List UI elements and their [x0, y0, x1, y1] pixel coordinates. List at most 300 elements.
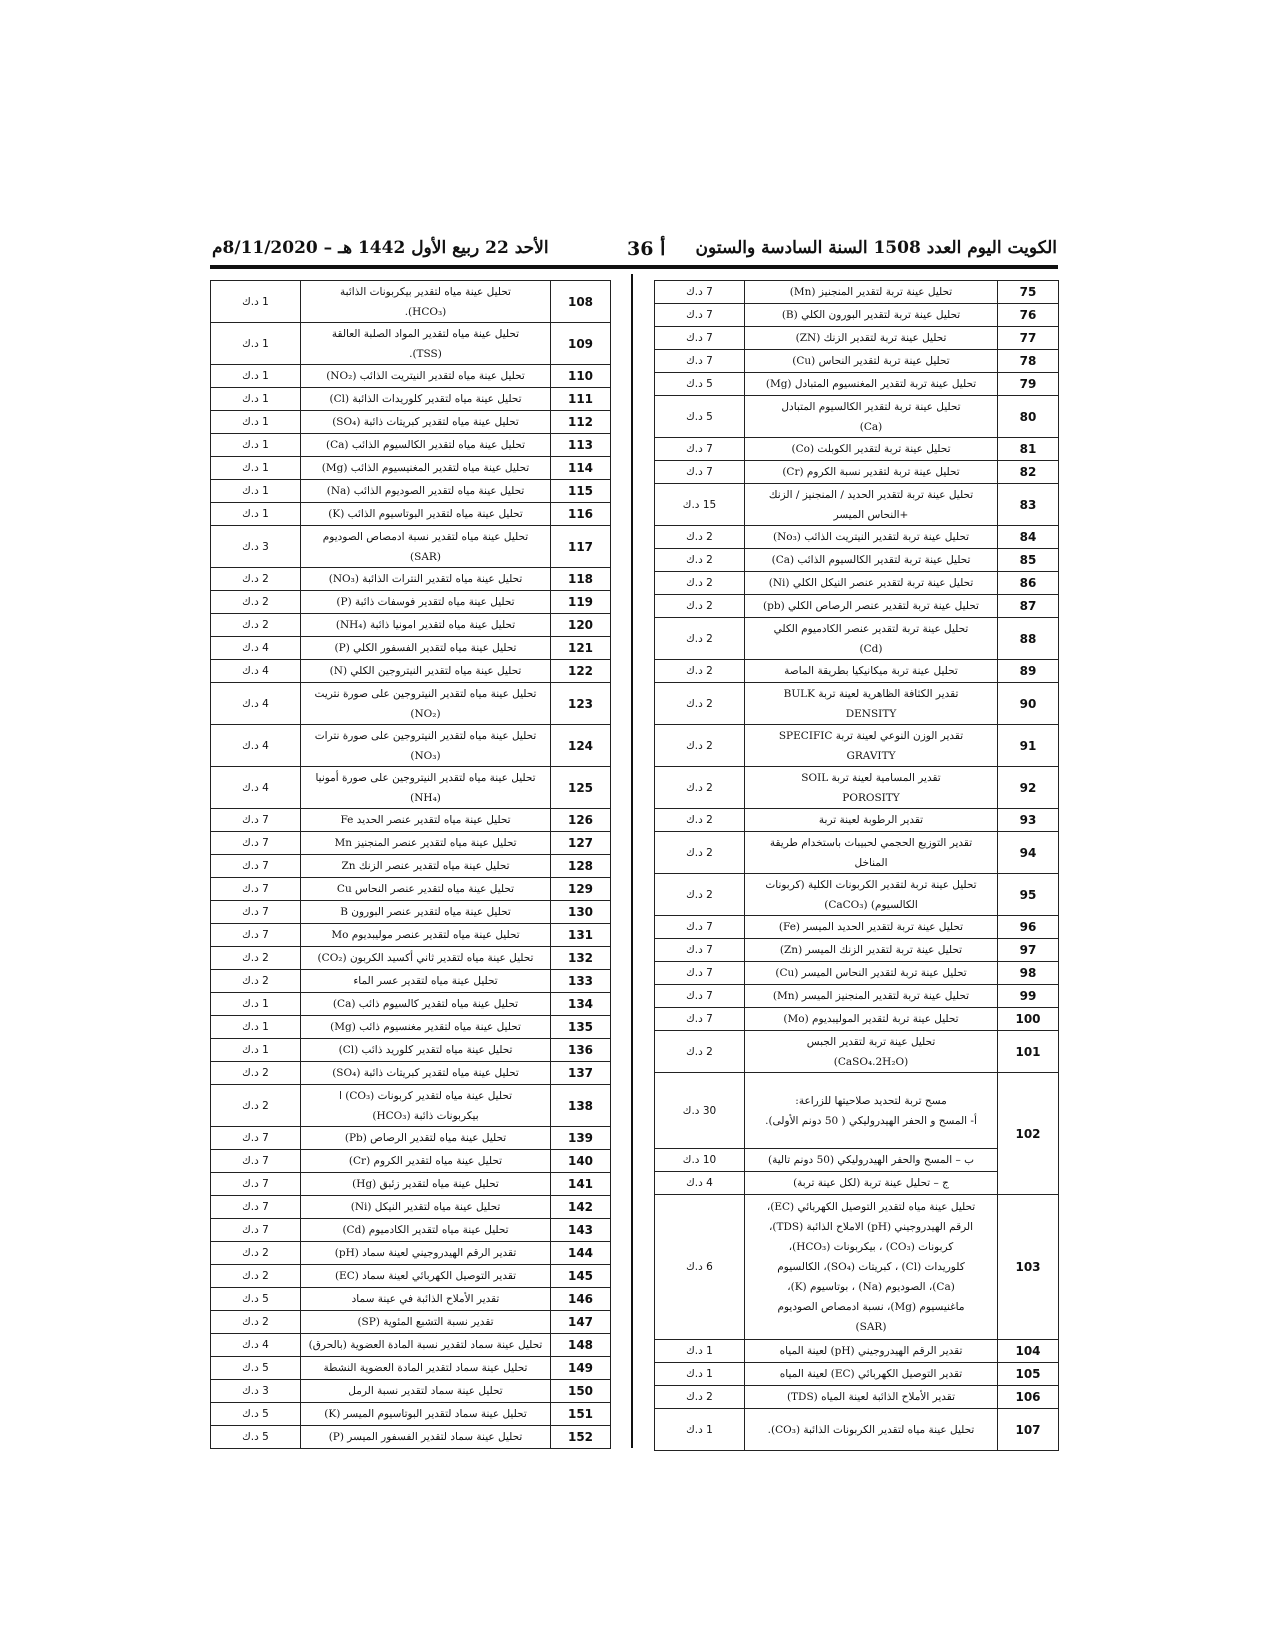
fee-value: 4 د.ك: [242, 697, 269, 710]
description-line: تحليل عينة مياه لتقدير عنصر الحديد Fe: [340, 814, 511, 826]
description-line: تقدير نسبة التشبع المئوية (SP): [357, 1316, 494, 1328]
fee-value: 7 د.ك: [242, 860, 269, 872]
description-cell: [745, 660, 998, 683]
fee-cell: [655, 618, 745, 660]
fee-value: 30 د.ك: [682, 1104, 717, 1117]
description-cell: [301, 901, 551, 924]
item-number-cell: 138: [551, 1085, 611, 1127]
fee-value: 7 د.ك: [242, 1224, 269, 1236]
description-cell: [301, 1173, 551, 1196]
table-row: [211, 614, 611, 637]
fee-value: 1 د.ك: [242, 1021, 269, 1033]
description-line: (CaSO₄.2H₂O): [833, 1055, 909, 1068]
fee-cell: [655, 1172, 745, 1195]
description-line: تحليل عينة مياه لتقدير فوسفات ذائبة (P): [336, 596, 515, 608]
description-line: تحليل عينة مياه لتقدير عنصر موليبديوم Mo: [331, 929, 520, 941]
table-row: [655, 438, 1059, 461]
table-row: [211, 480, 611, 503]
description-line: تحليل عينة مياه لتقدير النيتروجين الكلي (N): [329, 665, 522, 677]
item-number-cell: 133: [551, 970, 611, 993]
fee-value: 2 د.ك: [242, 1099, 269, 1112]
fee-cell: [211, 1357, 301, 1380]
description-line: تقدير الأملاح الذائبة في عينة سماد: [351, 1293, 500, 1305]
fee-value: 1 د.ك: [242, 416, 269, 428]
fee-cell: [211, 1150, 301, 1173]
fee-value: 1 د.ك: [242, 485, 269, 497]
table-row: [655, 725, 1059, 767]
item-number-cell: 139: [551, 1127, 611, 1150]
item-number-cell: 88: [998, 618, 1059, 660]
description-cell: [745, 618, 998, 660]
table-row: [655, 281, 1059, 304]
description-line: تحليل عينة تربة لتقدير الزنك (ZN): [795, 332, 947, 344]
item-number-cell: 82: [998, 461, 1059, 484]
fee-cell: [211, 993, 301, 1016]
description-line: (Cd): [859, 642, 883, 655]
fee-value: 2 د.ك: [686, 1045, 713, 1058]
description-cell: [745, 327, 998, 350]
description-line: (NH₄): [410, 791, 441, 804]
fee-cell: [655, 832, 745, 874]
fee-value: 2 د.ك: [242, 952, 269, 964]
fee-cell: [211, 1288, 301, 1311]
description-line: كلوريدات (Cl) ، كبريتات (SO₄)، الكالسيوم: [777, 1261, 965, 1273]
description-line: تحليل عينة مياه لتقدير الكروم (Cr): [348, 1155, 503, 1167]
item-number-cell: 137: [551, 1062, 611, 1085]
fee-cell: [211, 1016, 301, 1039]
table-row: [655, 618, 1059, 660]
fee-cell: [655, 660, 745, 683]
description-line: تحليل عينة سماد لتقدير البوتاسيوم الميسر (K): [324, 1408, 527, 1420]
description-line: تحليل عينة مياه لتقدير الكالسيوم الذائب (Ca): [325, 439, 525, 451]
description-cell: [301, 947, 551, 970]
item-number-cell: 130: [551, 901, 611, 924]
table-row: [655, 1195, 1059, 1340]
description-cell: [301, 924, 551, 947]
fee-cell: [211, 1085, 301, 1127]
fee-value: 2 د.ك: [242, 1247, 269, 1259]
fee-cell: [655, 1409, 745, 1451]
fee-value: 1 د.ك: [686, 1423, 713, 1436]
description-line: DENSITY: [845, 707, 897, 720]
description-line: تحليل عينة مياه لتقدير كبريتات ذائبة (SO₄): [332, 416, 519, 428]
table-row: [211, 1062, 611, 1085]
description-line: تقدير المسامية لعينة تربة SOIL: [801, 771, 941, 784]
item-number-cell: 90: [998, 683, 1059, 725]
fee-value: 7 د.ك: [242, 1155, 269, 1167]
description-line: تحليل عينة تربة لتقدير الحديد الميسر (Fe): [778, 921, 964, 933]
description-line: تحليل عينة تربة لتقدير المنجنيز الميسر (Mn): [772, 990, 970, 1002]
fee-value: 2 د.ك: [686, 846, 713, 859]
table-row: [211, 767, 611, 809]
fee-cell: [211, 281, 301, 323]
fee-cell: [211, 901, 301, 924]
fee-value: 2 د.ك: [686, 739, 713, 752]
description-line: بيكربونات ذائبة (HCO₃): [372, 1109, 479, 1122]
item-number-cell: 124: [551, 725, 611, 767]
fee-cell: [211, 411, 301, 434]
fee-cell: [211, 1426, 301, 1449]
table-row: [211, 365, 611, 388]
table-row: [655, 1073, 1059, 1149]
table-row: [211, 1085, 611, 1127]
description-cell: [745, 1073, 998, 1149]
fee-value: 6 د.ك: [686, 1261, 713, 1273]
table-row: [655, 373, 1059, 396]
fee-value: 2 د.ك: [242, 1316, 269, 1328]
description-cell: [301, 1016, 551, 1039]
description-line: تحليل عينة تربة لتقدير نسبة الكروم (Cr): [782, 466, 960, 478]
fee-value: 7 د.ك: [242, 837, 269, 849]
fee-cell: [655, 373, 745, 396]
description-line: تحليل عينة مياه لتقدير الكادميوم (Cd): [342, 1224, 509, 1236]
table-row: [655, 327, 1059, 350]
fee-value: 7 د.ك: [242, 906, 269, 918]
fee-value: 2 د.ك: [686, 814, 713, 826]
fee-value: 7 د.ك: [686, 466, 713, 478]
table-row: [211, 832, 611, 855]
fees-table-right: [654, 280, 1059, 1451]
description-line: تحليل عينة سماد لتقدير نسبة المادة العضوية (بالحرق): [308, 1339, 543, 1351]
table-row: [211, 1196, 611, 1219]
fee-value: 4 د.ك: [242, 739, 269, 752]
description-line: تحليل عينة مياه لتقدير الفسفور الكلي (P): [334, 642, 517, 654]
description-line: تحليل عينة مياه لتقدير التوصيل الكهربائي (EC)،: [766, 1201, 976, 1213]
description-line: تحليل عينة مياه لتقدير زئبق (Hg): [352, 1178, 499, 1190]
description-line: تقدير التوزيع الحجمي لحبيبات باستخدام طريقة: [769, 836, 973, 849]
fee-cell: [655, 725, 745, 767]
fee-cell: [211, 947, 301, 970]
fee-value: 3 د.ك: [242, 540, 269, 553]
description-line: تحليل عينة مياه لتقدير المواد الصلبة العالقة: [331, 327, 520, 340]
item-number-cell: 96: [998, 916, 1059, 939]
fee-value: 4 د.ك: [686, 1177, 713, 1189]
fee-cell: [655, 1340, 745, 1363]
fee-value: 2 د.ك: [686, 600, 713, 612]
fee-value: 2 د.ك: [686, 632, 713, 645]
fee-cell: [211, 855, 301, 878]
description-cell: [745, 1149, 998, 1172]
item-number-cell: 131: [551, 924, 611, 947]
description-cell: [745, 304, 998, 327]
fee-value: 7 د.ك: [242, 814, 269, 826]
description-cell: [745, 1031, 998, 1073]
item-number-cell: 78: [998, 350, 1059, 373]
description-cell: [745, 916, 998, 939]
description-line: تقدير التوصيل الكهربائي (EC) لعينة المياه: [779, 1368, 963, 1380]
table-row: [211, 1242, 611, 1265]
fee-cell: [655, 985, 745, 1008]
description-cell: [745, 985, 998, 1008]
fee-cell: [211, 1265, 301, 1288]
item-number-cell: 117: [551, 526, 611, 568]
fee-value: 2 د.ك: [242, 573, 269, 585]
fee-cell: [211, 683, 301, 725]
fee-value: 5 د.ك: [242, 1293, 269, 1305]
fee-value: 7 د.ك: [686, 921, 713, 933]
table-row: [211, 411, 611, 434]
table-row: [655, 304, 1059, 327]
table-row: [211, 1039, 611, 1062]
fee-cell: [655, 549, 745, 572]
description-cell: [745, 1340, 998, 1363]
description-line: تحليل عينة مياه لتقدير النيكل (Ni): [350, 1201, 501, 1213]
table-row: [211, 1265, 611, 1288]
description-cell: [745, 1386, 998, 1409]
item-number-cell: 97: [998, 939, 1059, 962]
description-cell: [301, 1380, 551, 1403]
fee-cell: [211, 1196, 301, 1219]
fees-table-left: [210, 280, 611, 1449]
item-number-cell: 95: [998, 874, 1059, 916]
item-number-cell: 120: [551, 614, 611, 637]
fee-cell: [211, 434, 301, 457]
fee-cell: [211, 457, 301, 480]
description-cell: [745, 1172, 998, 1195]
table-row: [655, 1340, 1059, 1363]
fee-value: 4 د.ك: [242, 642, 269, 654]
fee-value: 5 د.ك: [242, 1408, 269, 1420]
description-line: ماغنيسيوم (Mg)، نسبة ادمصاص الصوديوم: [777, 1301, 965, 1313]
table-row: [211, 855, 611, 878]
item-number-cell: 106: [998, 1386, 1059, 1409]
description-line: تحليل عينة تربة لتقدير الموليبديوم (Mo): [783, 1013, 959, 1025]
item-number-cell: 146: [551, 1288, 611, 1311]
table-row: [211, 970, 611, 993]
description-line: تقدير الأملاح الذائبة لعينة المياه (TDS): [786, 1391, 956, 1403]
description-line: الكالسيوم) (CaCO₃): [824, 898, 918, 911]
description-cell: [745, 683, 998, 725]
fee-value: 7 د.ك: [686, 355, 713, 367]
table-row: [211, 1380, 611, 1403]
description-cell: [301, 503, 551, 526]
table-row: [211, 457, 611, 480]
fee-cell: [655, 1363, 745, 1386]
description-line: تحليل عينة مياه لتقدير عسر الماء: [353, 975, 498, 987]
table-row: [211, 725, 611, 767]
description-line: POROSITY: [842, 791, 900, 804]
description-line: +النحاس الميسر: [833, 508, 909, 521]
description-cell: [301, 411, 551, 434]
fee-value: 2 د.ك: [686, 697, 713, 710]
description-cell: [301, 1062, 551, 1085]
description-cell: [301, 878, 551, 901]
fee-cell: [655, 461, 745, 484]
table-row: [655, 396, 1059, 438]
description-cell: [301, 1039, 551, 1062]
description-cell: [745, 373, 998, 396]
description-line: تحليل عينة مياه لتقدير الصوديوم الذائب (Na): [326, 485, 525, 497]
description-line: تحليل عينة تربة لتقدير الكوبلت (Co): [791, 443, 951, 455]
fee-cell: [655, 304, 745, 327]
item-number-cell: 79: [998, 373, 1059, 396]
item-number-cell: 121: [551, 637, 611, 660]
fee-cell: [655, 526, 745, 549]
table-row: [655, 874, 1059, 916]
description-cell: [301, 434, 551, 457]
fee-cell: [655, 962, 745, 985]
issue-date: الأحد 22 ربيع الأول 1442 هـ – 8/11/2020م: [212, 238, 549, 258]
fee-value: 2 د.ك: [242, 1270, 269, 1282]
fee-cell: [211, 809, 301, 832]
description-line: تحليل عينة تربة لتقدير المغنسيوم المتبادل (Mg): [765, 378, 977, 390]
table-row: [211, 1150, 611, 1173]
fee-value: 15 د.ك: [682, 498, 717, 511]
description-cell: [301, 480, 551, 503]
fee-value: 1 د.ك: [686, 1345, 713, 1357]
fee-value: 5 د.ك: [242, 1431, 269, 1443]
fee-cell: [211, 568, 301, 591]
description-line: تحليل عينة تربة لتقدير المنجنيز (Mn): [789, 286, 953, 298]
description-cell: [301, 1242, 551, 1265]
description-line: تحليل عينة مياه لتقدير كربونات (CO₃) ا: [338, 1089, 513, 1102]
item-number-cell: 107: [998, 1409, 1059, 1451]
fee-cell: [211, 1380, 301, 1403]
fee-value: 4 د.ك: [242, 781, 269, 794]
item-number-cell: 119: [551, 591, 611, 614]
description-cell: [301, 1196, 551, 1219]
item-number-cell: 116: [551, 503, 611, 526]
description-cell: [745, 767, 998, 809]
fee-value: 2 د.ك: [242, 975, 269, 987]
description-cell: [301, 725, 551, 767]
fee-value: 7 د.ك: [242, 929, 269, 941]
description-line: (SAR): [855, 1321, 887, 1333]
fee-value: 10 د.ك: [682, 1154, 717, 1166]
item-number-cell: 109: [551, 323, 611, 365]
table-row: [211, 591, 611, 614]
column-divider: [631, 274, 633, 1448]
fee-value: 2 د.ك: [242, 1067, 269, 1079]
fee-value: 1 د.ك: [242, 295, 269, 308]
description-line: تقدير الرطوبة لعينة تربة: [818, 814, 924, 826]
item-number-cell: 126: [551, 809, 611, 832]
table-row: [655, 484, 1059, 526]
item-number-cell: 125: [551, 767, 611, 809]
description-line: تقدير الوزن النوعي لعينة تربة SPECIFIC: [778, 729, 964, 742]
fee-cell: [211, 660, 301, 683]
fee-value: 5 د.ك: [686, 410, 713, 423]
description-line: تحليل عينة مياه لتقدير عنصر المنجنيز Mn: [334, 837, 517, 849]
fee-value: 1 د.ك: [242, 462, 269, 474]
fee-cell: [655, 396, 745, 438]
description-line: تحليل عينة مياه لتقدير كالسيوم ذائب (Ca): [332, 998, 519, 1010]
item-number-cell: 98: [998, 962, 1059, 985]
fee-cell: [655, 939, 745, 962]
item-number-cell: 91: [998, 725, 1059, 767]
table-row: [211, 434, 611, 457]
description-cell: [745, 962, 998, 985]
description-cell: [301, 1265, 551, 1288]
fee-value: 1 د.ك: [242, 393, 269, 405]
fee-cell: [655, 350, 745, 373]
item-number-cell: 105: [998, 1363, 1059, 1386]
table-row: [211, 503, 611, 526]
description-line: تقدير التوصيل الكهربائي لعينة سماد (EC): [334, 1270, 517, 1282]
description-cell: [745, 1363, 998, 1386]
description-line: ج – تحليل عينة تربة (لكل عينة تربة): [793, 1177, 949, 1189]
table-row: [655, 939, 1059, 962]
description-line: تحليل عينة مياه لتقدير الرصاص (Pb): [344, 1132, 507, 1144]
table-row: [655, 832, 1059, 874]
fee-cell: [211, 832, 301, 855]
table-row: [211, 1426, 611, 1449]
description-cell: [745, 939, 998, 962]
description-line: تحليل عينة تربة لتقدير الحديد / المنجنيز / الزنك: [768, 488, 974, 501]
description-cell: [301, 1219, 551, 1242]
item-number-cell: 122: [551, 660, 611, 683]
description-cell: [745, 526, 998, 549]
description-cell: [301, 457, 551, 480]
item-number-cell: 118: [551, 568, 611, 591]
table-row: [211, 1288, 611, 1311]
item-number-cell: 148: [551, 1334, 611, 1357]
item-number-cell: 114: [551, 457, 611, 480]
fee-value: 7 د.ك: [686, 967, 713, 979]
table-row: [655, 1008, 1059, 1031]
fee-cell: [655, 1149, 745, 1172]
fee-cell: [211, 388, 301, 411]
description-cell: [745, 484, 998, 526]
fee-cell: [211, 767, 301, 809]
table-row: [655, 962, 1059, 985]
description-line: تقدير الرقم الهيدروجيني (pH) لعينة المياه: [779, 1345, 963, 1357]
item-number-cell: 108: [551, 281, 611, 323]
item-number-cell: 85: [998, 549, 1059, 572]
fee-cell: [655, 1008, 745, 1031]
item-number-cell: 89: [998, 660, 1059, 683]
description-line: تحليل عينة مياه لتقدير كلوريد ذائب (Cl): [338, 1044, 513, 1056]
description-cell: [301, 1426, 551, 1449]
item-number-cell: 127: [551, 832, 611, 855]
description-line: تحليل عينة مياه لتقدير النيتروجين على صورة أمونيا: [315, 771, 536, 784]
description-cell: [301, 1334, 551, 1357]
description-cell: [301, 1288, 551, 1311]
table-row: [655, 461, 1059, 484]
description-cell: [301, 526, 551, 568]
table-row: [211, 1334, 611, 1357]
table-row: [211, 947, 611, 970]
fee-cell: [211, 924, 301, 947]
description-line: تحليل عينة تربة ميكانيكيا بطريقة الماصة: [784, 665, 958, 677]
fee-cell: [211, 1039, 301, 1062]
table-row: [211, 281, 611, 323]
item-number-cell: 94: [998, 832, 1059, 874]
fee-value: 1 د.ك: [242, 370, 269, 382]
description-line: تحليل عينة مياه لتقدير امونيا ذائبة (NH₄): [335, 619, 516, 631]
table-row: [655, 572, 1059, 595]
fee-cell: [211, 1311, 301, 1334]
description-cell: [745, 874, 998, 916]
description-line: تحليل عينة تربة لتقدير الكالسيوم المتبادل: [781, 400, 961, 413]
description-cell: [745, 1409, 998, 1451]
fee-value: 1 د.ك: [242, 337, 269, 350]
description-line: المناخل: [854, 856, 888, 869]
description-cell: [301, 1150, 551, 1173]
item-number-cell: 93: [998, 809, 1059, 832]
item-number-cell: 111: [551, 388, 611, 411]
fee-cell: [655, 809, 745, 832]
item-number-cell: 92: [998, 767, 1059, 809]
table-row: [655, 683, 1059, 725]
fee-cell: [211, 1219, 301, 1242]
description-line: تحليل عينة سماد لتقدير نسبة الرمل: [348, 1385, 503, 1397]
description-line: (Ca): [859, 420, 883, 433]
fee-cell: [211, 1127, 301, 1150]
description-line: تحليل عينة تربة لتقدير الكالسيوم الذائب (Ca): [771, 554, 971, 566]
fee-cell: [655, 874, 745, 916]
description-cell: [301, 1085, 551, 1127]
